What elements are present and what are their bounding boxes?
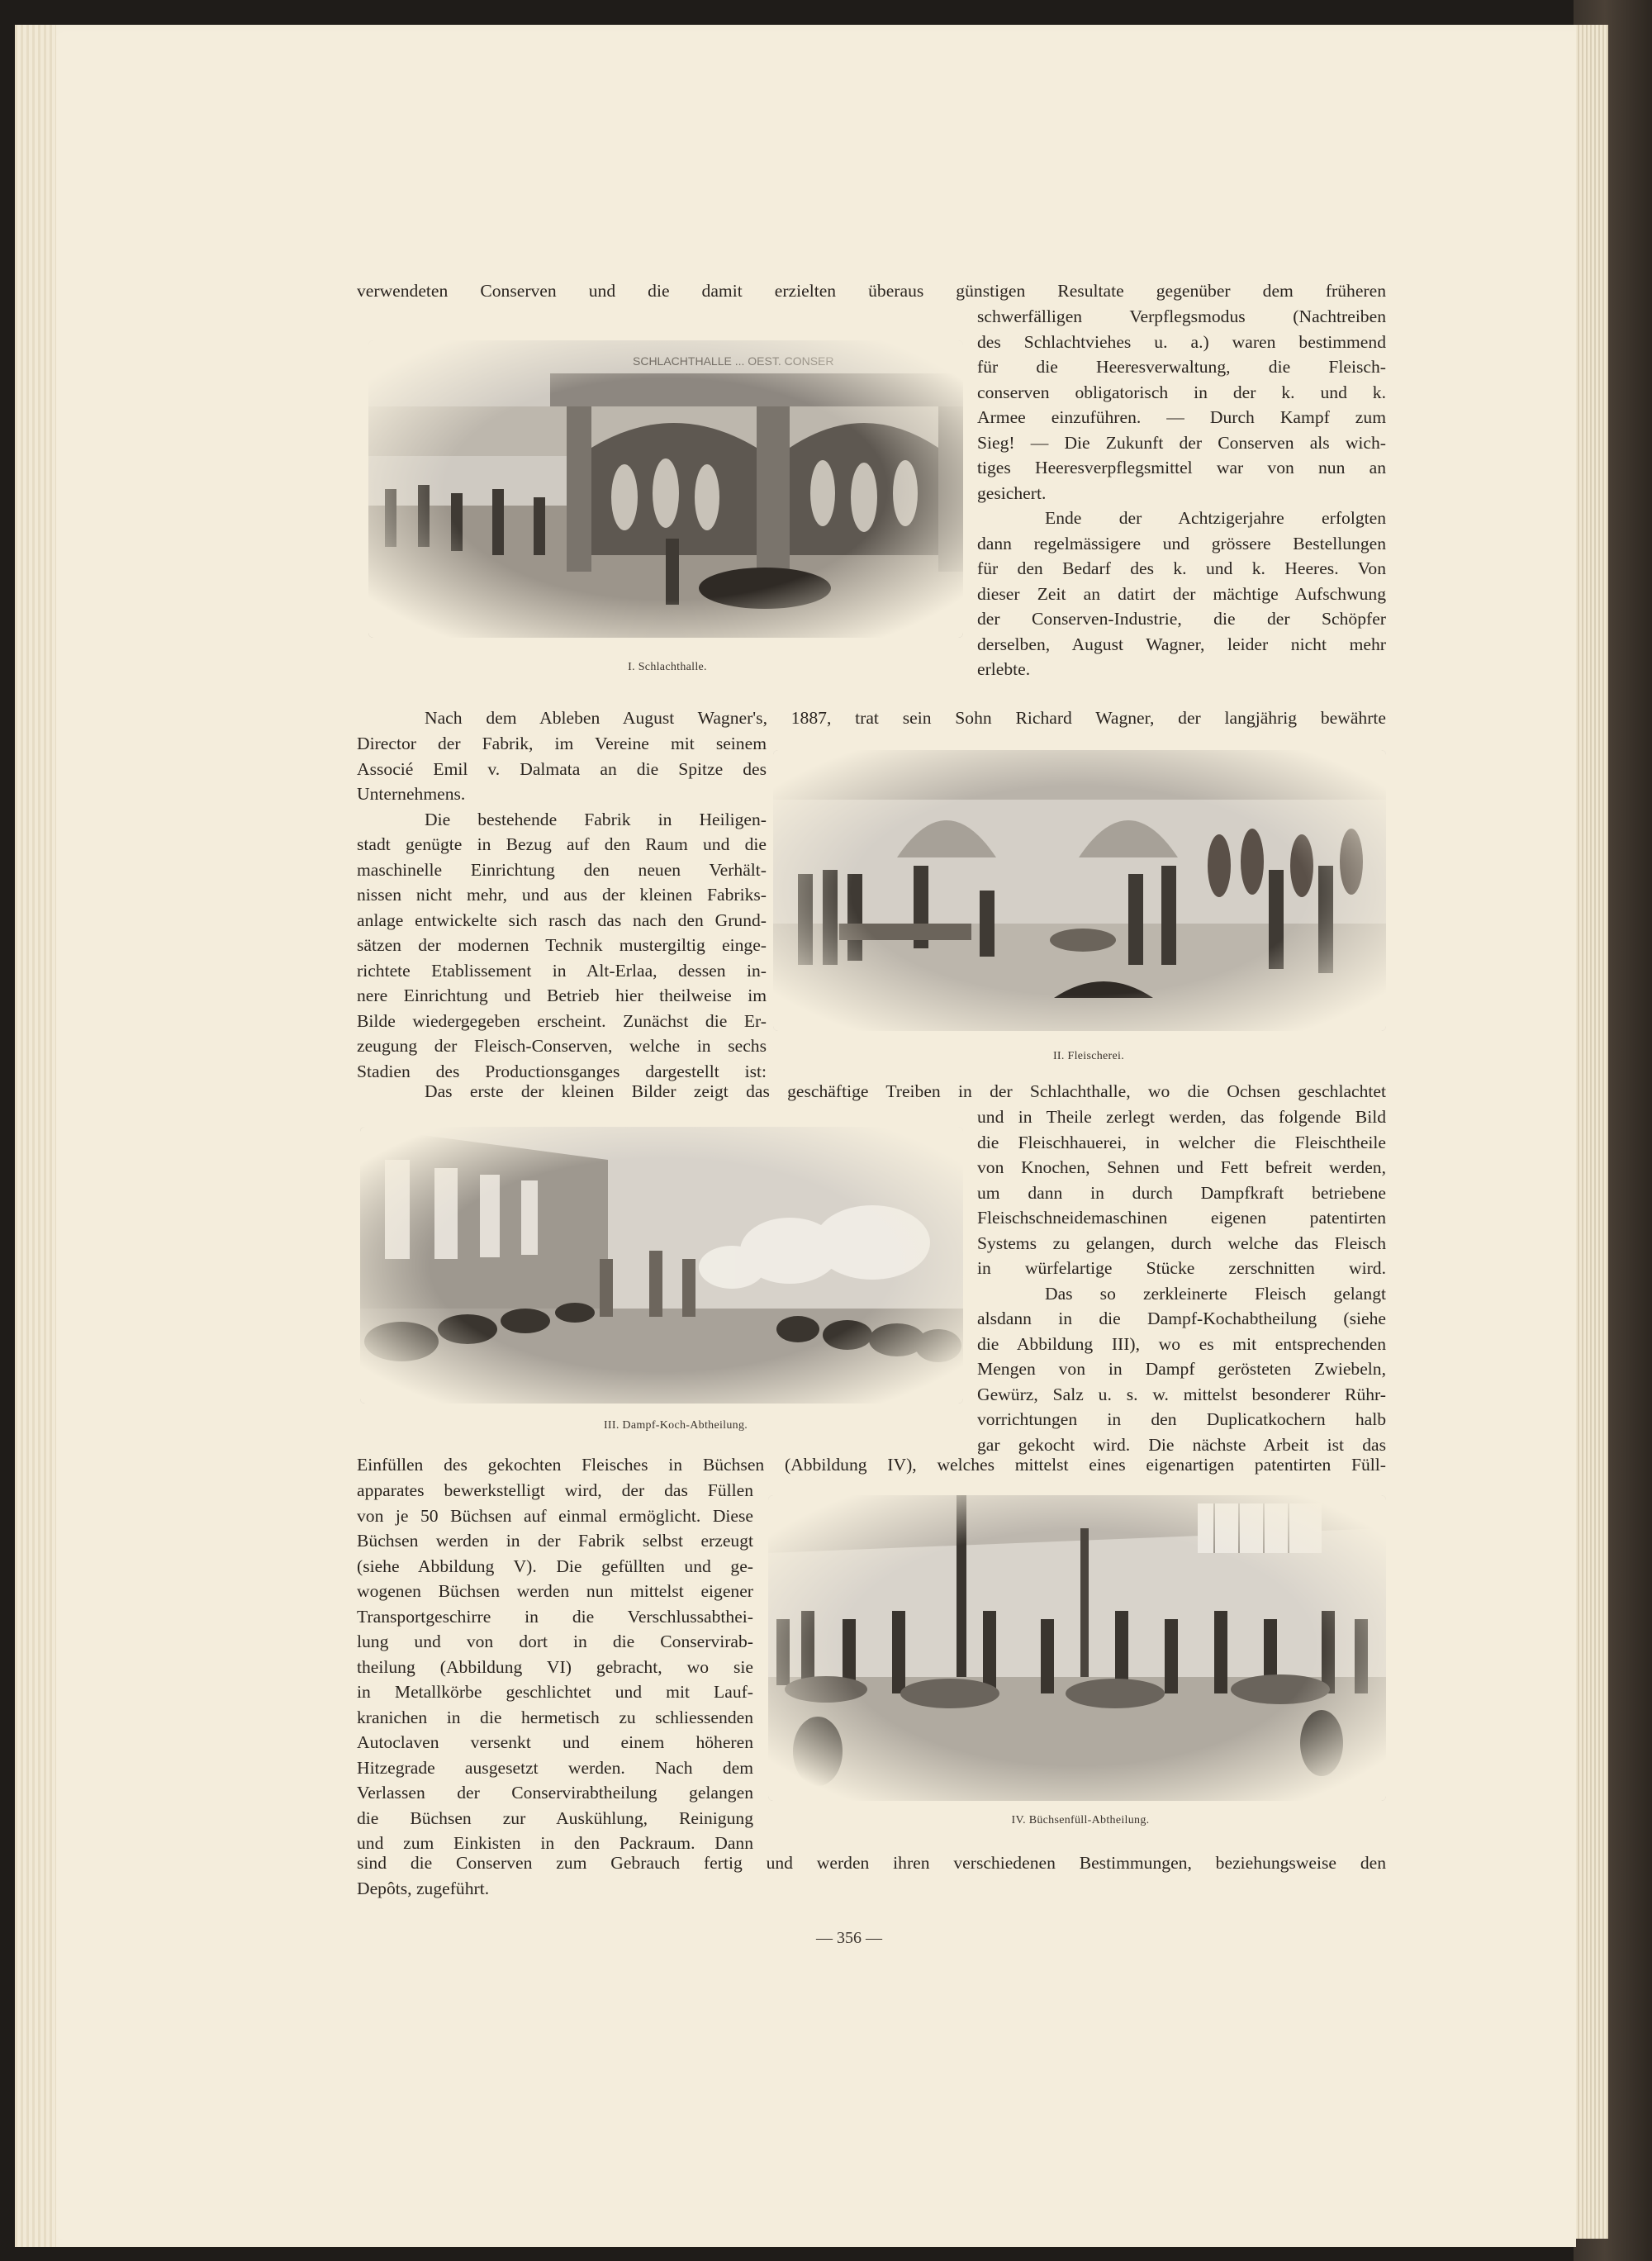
text-line: verwendeten Conserven und die damit erzielten überaus günstigen Resultate gegenüber dem früheren [357,281,1386,301]
text-line: Autoclaven versenkt und einem höheren [357,1732,753,1752]
text-line: Gewürz, Salz u. s. w. mittelst besonderer Rühr- [977,1384,1386,1404]
text-line: die Büchsen zur Auskühlung, Reinigung [357,1807,753,1828]
text-line: vorrichtungen in den Duplicatkochern halb [977,1409,1386,1429]
text-line: nere Einrichtung und Betrieb hier theilweise im [357,986,767,1005]
text-line: Büchsen werden in der Fabrik selbst erzeugt [357,1531,753,1551]
text-line: Sieg! — Die Zukunft der Conserven als wich- [977,432,1386,453]
text-line: Director der Fabrik, im Vereine mit seinem [357,734,767,753]
text-line: erlebte. [977,659,1031,679]
text-line: Mengen von in Dampf gerösteten Zwiebeln, [977,1359,1386,1379]
text-line: gar gekocht wird. Die nächste Arbeit ist das [977,1434,1386,1455]
text-line: von Knochen, Sehnen und Fett befreit werden, [977,1157,1386,1177]
paragraph-block-4-left [357,1478,753,1856]
text-line: des Schlachtviehes u. a.) waren bestimmend [977,331,1386,352]
page-number: — 356 — [816,1929,882,1947]
text-line: wogenen Büchsen werden nun mittelst eigener [357,1581,753,1601]
figure-1-slaughterhouse [368,340,963,638]
paragraph-block-4-full [357,1452,1386,1478]
text-line: für den Bedarf des k. und k. Heeres. Von [977,558,1386,578]
text-line: apparates bewerkstelligt wird, der das Füllen [357,1480,753,1500]
text-line: Verlassen der Conservirabtheilung gelangen [357,1783,753,1803]
text-line: stadt genügte in Bezug auf den Raum und die [357,834,767,854]
text-line: schwerfälligen Verpflegsmodus (Nachtreiben [977,306,1386,326]
paragraph-block-1-full [357,278,1386,304]
text-line: gesichert. [977,482,1047,503]
text-line: die Abbildung III), wo es mit entsprechenden [977,1333,1386,1354]
text-line: und in Theile zerlegt werden, das folgende Bild [977,1107,1386,1127]
text-line: Unternehmens. [357,784,466,804]
text-line: Das erste der kleinen Bilder zeigt das geschäftige Treiben in der Schlachthalle, wo die Ochsen geschlachtet [425,1081,1386,1101]
text-line: Einfüllen des gekochten Fleisches in Büchsen (Abbildung IV), welches mittelst eines eigenartigen patentirten Füll- [357,1455,1386,1475]
text-line: derselben, August Wagner, leider nicht mehr [977,634,1386,654]
text-line: Stadien des Productionsganges dargestellt ist: [357,1061,767,1081]
text-line: Depôts, zugeführt. [357,1878,490,1898]
figure-2-butchery [773,750,1386,1031]
text-line: und zum Einkisten in den Packraum. Dann [357,1833,753,1853]
text-line: richtete Etablissement in Alt-Erlaa, dessen in- [357,960,767,981]
text-line: um dann in durch Dampfkraft betriebene [977,1182,1386,1203]
text-line: theilung (Abbildung VI) gebracht, wo sie [357,1656,753,1677]
text-line: Nach dem Ableben August Wagner's, 1887, trat sein Sohn Richard Wagner, der langjährig bewährte [425,708,1386,728]
book-page [15,25,1576,2247]
text-line: Bilde wiedergegeben erscheint. Zunächst die Er- [357,1010,767,1031]
text-line: alsdann in die Dampf-Kochabtheilung (siehe [977,1309,1386,1328]
figure-1-caption: I. Schlachthalle. [628,661,707,673]
text-line: dann regelmässigere und grössere Bestellungen [977,533,1386,553]
text-line: sätzen der modernen Technik mustergiltig einge- [357,935,767,955]
text-line: sind die Conserven zum Gebrauch fertig und werden ihren verschiedenen Bestimmungen, beziehungsweise den [357,1853,1386,1873]
text-line: maschinelle Einrichtung den neuen Verhält- [357,859,767,880]
paragraph-block-5-full [357,1850,1386,1901]
paragraph-block-3-full [357,1079,1386,1104]
text-line: Die bestehende Fabrik in Heiligen- [425,809,767,829]
paragraph-block-2-left [357,731,767,1084]
text-line: nissen nicht mehr, und aus der kleinen Fabriks- [357,885,767,905]
text-line: Systems zu gelangen, durch welche das Fleisch [977,1233,1386,1253]
page-gutter [15,25,56,2247]
text-line: von je 50 Büchsen auf einmal ermöglicht. Diese [357,1505,753,1526]
text-line: in würfelartige Stücke zerschnitten wird. [977,1258,1386,1278]
text-line: tiges Heeresverpflegsmittel war von nun an [977,458,1386,477]
figure-3-steam-cooking [360,1127,963,1404]
text-line: Associé Emil v. Dalmata an die Spitze des [357,758,767,779]
text-line: Transportgeschirre in die Verschlussabthei- [357,1606,753,1627]
paragraph-block-2-full [357,705,1386,731]
text-line: die Fleischhauerei, in welcher die Fleischtheile [977,1132,1386,1152]
figure-4-caption: IV. Büchsenfüll-Abtheilung. [1011,1814,1150,1826]
figure-3-caption: III. Dampf-Koch-Abtheilung. [603,1419,748,1432]
text-line: in Metallkörbe geschlichtet und mit Lauf- [357,1682,753,1702]
text-line: Fleischschneidemaschinen eigenen patentirten [977,1208,1386,1228]
text-line: Armee einzuführen. — Durch Kampf zum [977,407,1386,427]
text-line: lung und von dort in die Conservirab- [357,1632,753,1651]
text-line: kranichen in die hermetisch zu schliessenden [357,1707,753,1727]
text-line: Das so zerkleinerte Fleisch gelangt [1045,1283,1386,1304]
text-line: der Conserven-Industrie, die der Schöpfer [977,609,1386,629]
text-line: Hitzegrade ausgesetzt werden. Nach dem [357,1757,753,1778]
text-line: für die Heeresverwaltung, die Fleisch- [977,357,1386,377]
text-line: conserven obligatorisch in der k. und k. [977,382,1386,402]
figure-2-caption: II. Fleischerei. [1052,1050,1125,1062]
page-stack-edge [1574,25,1608,2239]
text-line: (siehe Abbildung V). Die gefüllten und ge- [357,1556,753,1576]
paragraph-block-1-right [977,304,1386,682]
paragraph-block-3-right [977,1104,1386,1457]
text-line: dieser Zeit an datirt der mächtige Aufschwung [977,583,1386,604]
text-line: Ende der Achtzigerjahre erfolgten [1045,508,1386,528]
text-line: zeugung der Fleisch-Conserven, welche in sechs [357,1036,767,1056]
figure-4-can-filling [768,1495,1386,1801]
text-line: anlage entwickelte sich rasch das nach den Grund- [357,910,767,930]
